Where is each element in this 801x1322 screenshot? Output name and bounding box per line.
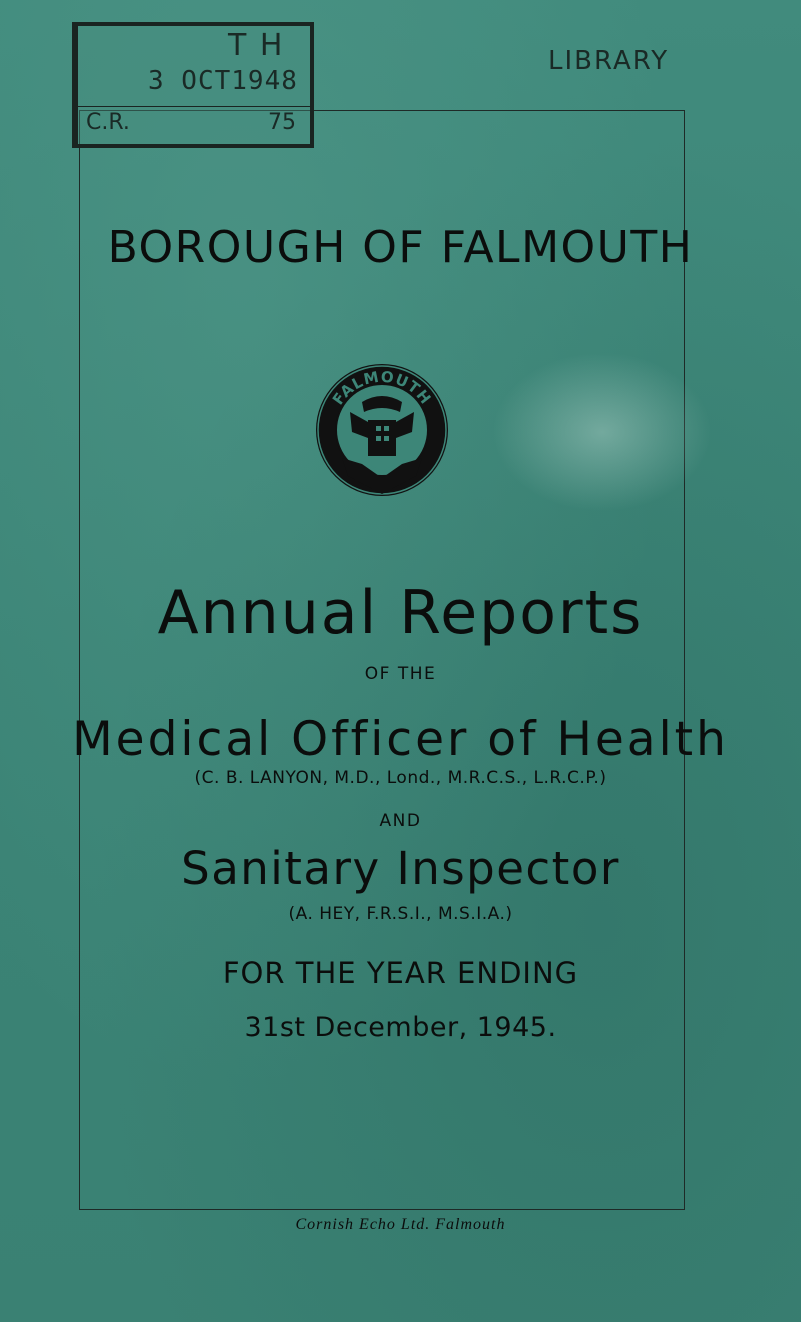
stamp-date: 3 OCT1948 (148, 66, 298, 96)
of-the-label: OF THE (364, 664, 437, 684)
stamp-divider (78, 106, 310, 107)
year-ending-date: 31st December, 1945. (244, 1012, 557, 1043)
report-title: Annual Reports (157, 578, 644, 648)
medical-officer-heading: Medical Officer of Health (72, 712, 729, 767)
borough-crest-icon (312, 360, 452, 500)
received-stamp (72, 22, 314, 148)
borough-heading: BOROUGH OF FALMOUTH (107, 222, 694, 273)
sanitary-inspector-heading: Sanitary Inspector (181, 842, 620, 895)
crest-label: FALMOUTH (328, 367, 435, 409)
sanitary-inspector-credentials: (A. HEY, F.R.S.I., M.S.I.A.) (288, 904, 513, 924)
library-stamp: LIBRARY (548, 46, 670, 76)
stamp-ref: C.R. (86, 110, 130, 135)
stamp-header: T H (228, 28, 285, 63)
medical-officer-credentials: (C. B. LANYON, M.D., Lond., M.R.C.S., L.R.C.P.) (194, 768, 607, 788)
cover-border (79, 110, 685, 1210)
and-label: AND (379, 811, 422, 831)
faded-smudge (492, 352, 712, 512)
year-ending-heading: FOR THE YEAR ENDING (222, 956, 579, 990)
stamp-number: 75 (268, 110, 296, 135)
printer-credit: Cornish Echo Ltd. Falmouth (295, 1216, 506, 1233)
